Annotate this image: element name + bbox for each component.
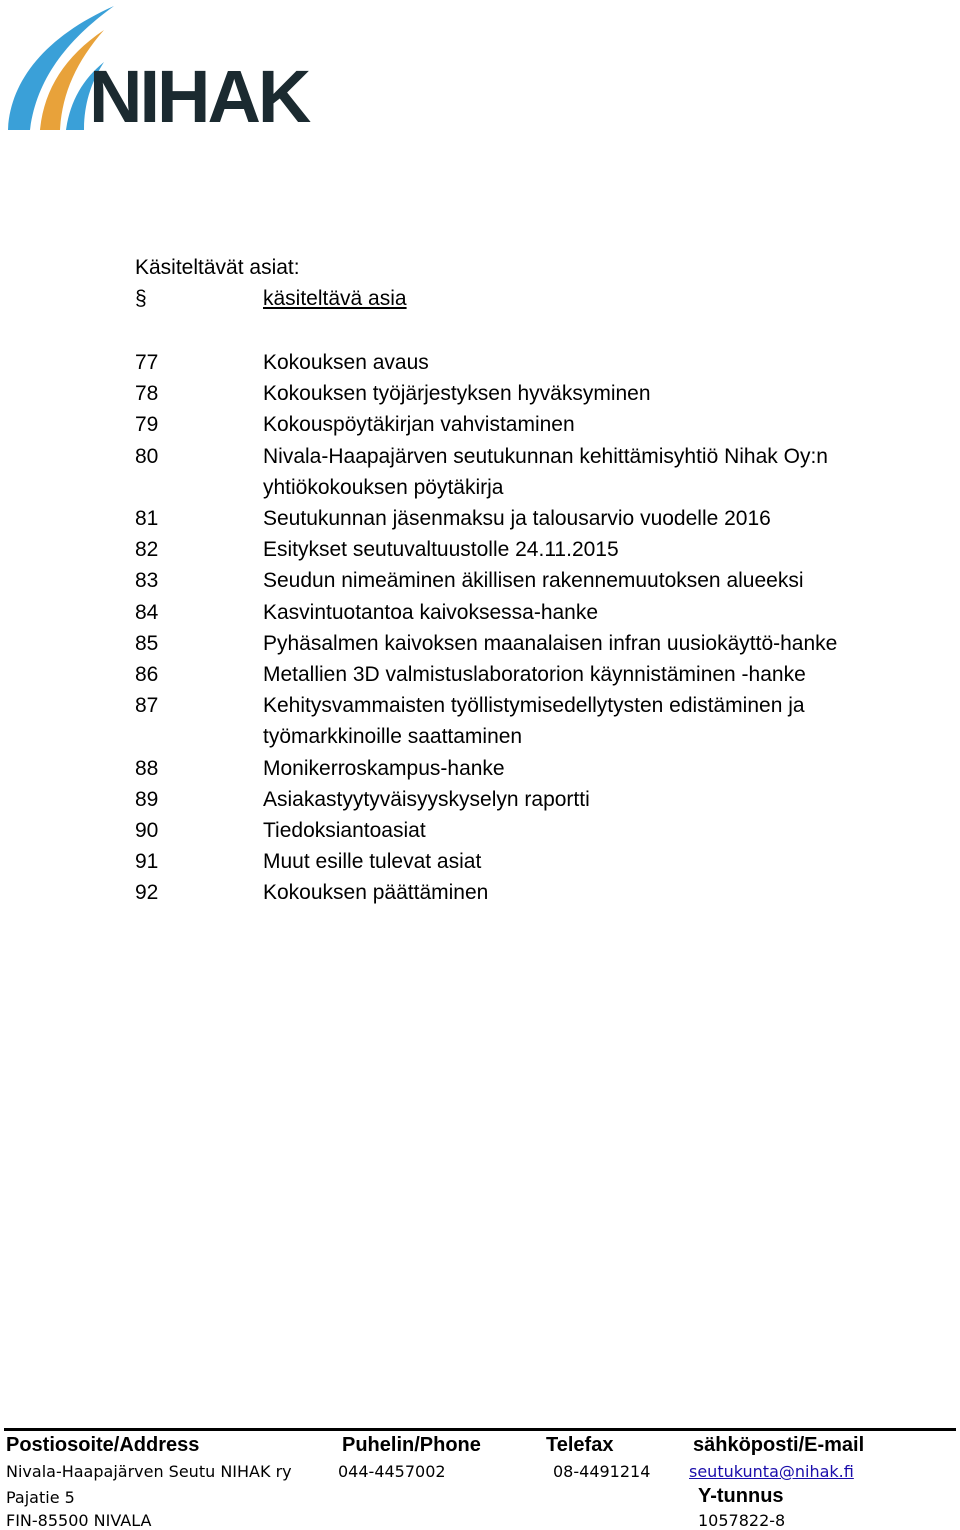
agenda-item xyxy=(135,628,925,659)
agenda-item xyxy=(135,815,925,846)
agenda-item-title xyxy=(263,409,925,440)
agenda-item-title xyxy=(263,503,925,534)
agenda-item xyxy=(135,846,925,877)
agenda-item xyxy=(135,378,925,409)
footer-postal: FIN-85500 NIVALA xyxy=(6,1511,152,1530)
footer-phone: 044-4457002 xyxy=(338,1462,446,1481)
agenda-item-title xyxy=(263,690,925,752)
agenda-item-title-line: Asiakastyytyväisyyskyselyn raportti xyxy=(263,787,590,811)
agenda-item-number: 83 xyxy=(135,569,159,593)
agenda-item-title xyxy=(263,784,925,815)
agenda-item-title-line: Kokouksen päättäminen xyxy=(263,881,489,905)
agenda-item-number: 90 xyxy=(135,819,159,843)
agenda-item-number: 85 xyxy=(135,631,159,655)
column-label: käsiteltävä asia xyxy=(263,287,407,310)
agenda-item-title-continuation: työmarkkinoille saattaminen xyxy=(263,725,523,749)
agenda-item-title-line: Metallien 3D valmistuslaboratorion käynnistäminen -hanke xyxy=(263,663,806,687)
nihak-logo xyxy=(4,2,334,136)
footer-ytunnus: 1057822-8 xyxy=(698,1511,786,1530)
footer-address-label: Postiosoite/Address xyxy=(6,1434,200,1456)
agenda-column-header xyxy=(135,287,424,311)
footer-email-link[interactable]: seutukunta@nihak.fi xyxy=(689,1462,854,1481)
agenda-item-title-line: Monikerroskampus-hanke xyxy=(263,756,505,780)
section-symbol: § xyxy=(135,287,147,310)
agenda-item xyxy=(135,503,925,534)
agenda-item-title xyxy=(263,347,925,378)
agenda-item xyxy=(135,597,925,628)
agenda-item-title-line: Nivala-Haapajärven seutukunnan kehittämisyhtiö Nihak Oy:n xyxy=(263,444,828,468)
agenda-item-title xyxy=(263,597,925,628)
agenda-item-title-line: Seudun nimeäminen äkillisen rakennemuutoksen alueeksi xyxy=(263,569,804,593)
agenda-item-title xyxy=(263,565,925,596)
agenda-item xyxy=(135,409,925,440)
agenda-item-title-line: Muut esille tulevat asiat xyxy=(263,850,482,874)
agenda-item-number: 88 xyxy=(135,756,159,780)
agenda-item-number: 82 xyxy=(135,538,159,562)
agenda-item-number: 80 xyxy=(135,444,159,468)
agenda-item xyxy=(135,753,925,784)
agenda-item-title-line: Kokouksen työjärjestyksen hyväksyminen xyxy=(263,382,651,406)
agenda-item-title xyxy=(263,846,925,877)
agenda-item-title-line: Pyhäsalmen kaivoksen maanalaisen infran uusiokäyttö-hanke xyxy=(263,631,838,655)
footer-phone-label: Puhelin/Phone xyxy=(342,1434,481,1456)
footer-email-label: sähköposti/E-mail xyxy=(693,1434,865,1456)
agenda-item-title-line: Kasvintuotantoa kaivoksessa-hanke xyxy=(263,600,599,624)
agenda-item-title-line: Kokouspöytäkirjan vahvistaminen xyxy=(263,413,575,437)
agenda-item-title xyxy=(263,659,925,690)
agenda-heading: Käsiteltävät asiat: xyxy=(135,256,300,279)
agenda-item-title xyxy=(263,877,925,908)
agenda-item-number: 92 xyxy=(135,881,159,905)
agenda-item-title-line: Kehitysvammaisten työllistymisedellytysten edistäminen ja xyxy=(263,694,805,718)
agenda-item-number: 84 xyxy=(135,600,159,624)
agenda-item-number: 91 xyxy=(135,850,159,874)
agenda-item xyxy=(135,441,925,503)
agenda-item-title xyxy=(263,753,925,784)
footer xyxy=(0,1428,960,1530)
agenda-item-title-line: Tiedoksiantoasiat xyxy=(263,819,426,843)
agenda-item xyxy=(135,565,925,596)
agenda-item-title-line: Seutukunnan jäsenmaksu ja talousarvio vuodelle 2016 xyxy=(263,507,771,531)
agenda-item-title xyxy=(263,628,925,659)
agenda-item-number: 78 xyxy=(135,382,159,406)
agenda-item-number: 86 xyxy=(135,663,159,687)
agenda-item-number: 89 xyxy=(135,787,159,811)
agenda-item xyxy=(135,877,925,908)
footer-fax: 08-4491214 xyxy=(553,1462,651,1481)
agenda-item-title xyxy=(263,815,925,846)
agenda-item-number: 87 xyxy=(135,694,159,718)
agenda-item-number: 77 xyxy=(135,351,159,374)
agenda-item xyxy=(135,347,925,378)
footer-divider xyxy=(4,1428,956,1431)
agenda-item-title xyxy=(263,378,925,409)
agenda-item-number: 81 xyxy=(135,507,159,531)
agenda-item-title-line: Esitykset seutuvaltuustolle 24.11.2015 xyxy=(263,538,619,562)
agenda-item xyxy=(135,690,925,752)
agenda-item-title xyxy=(263,441,925,503)
agenda-item xyxy=(135,784,925,815)
agenda-item xyxy=(135,659,925,690)
agenda-list xyxy=(135,347,925,909)
footer-street: Pajatie 5 xyxy=(6,1488,75,1507)
agenda-item-title xyxy=(263,534,925,565)
agenda-item-title-line: Kokouksen avaus xyxy=(263,351,429,374)
agenda-item xyxy=(135,534,925,565)
logo-wordmark: NIHAK xyxy=(89,55,309,138)
footer-fax-label: Telefax xyxy=(546,1434,614,1456)
footer-org-name: Nivala-Haapajärven Seutu NIHAK ry xyxy=(6,1462,292,1481)
footer-ytunnus-label: Y-tunnus xyxy=(698,1485,784,1507)
agenda-item-title-continuation: yhtiökokouksen pöytäkirja xyxy=(263,475,504,499)
agenda-item-number: 79 xyxy=(135,413,159,437)
